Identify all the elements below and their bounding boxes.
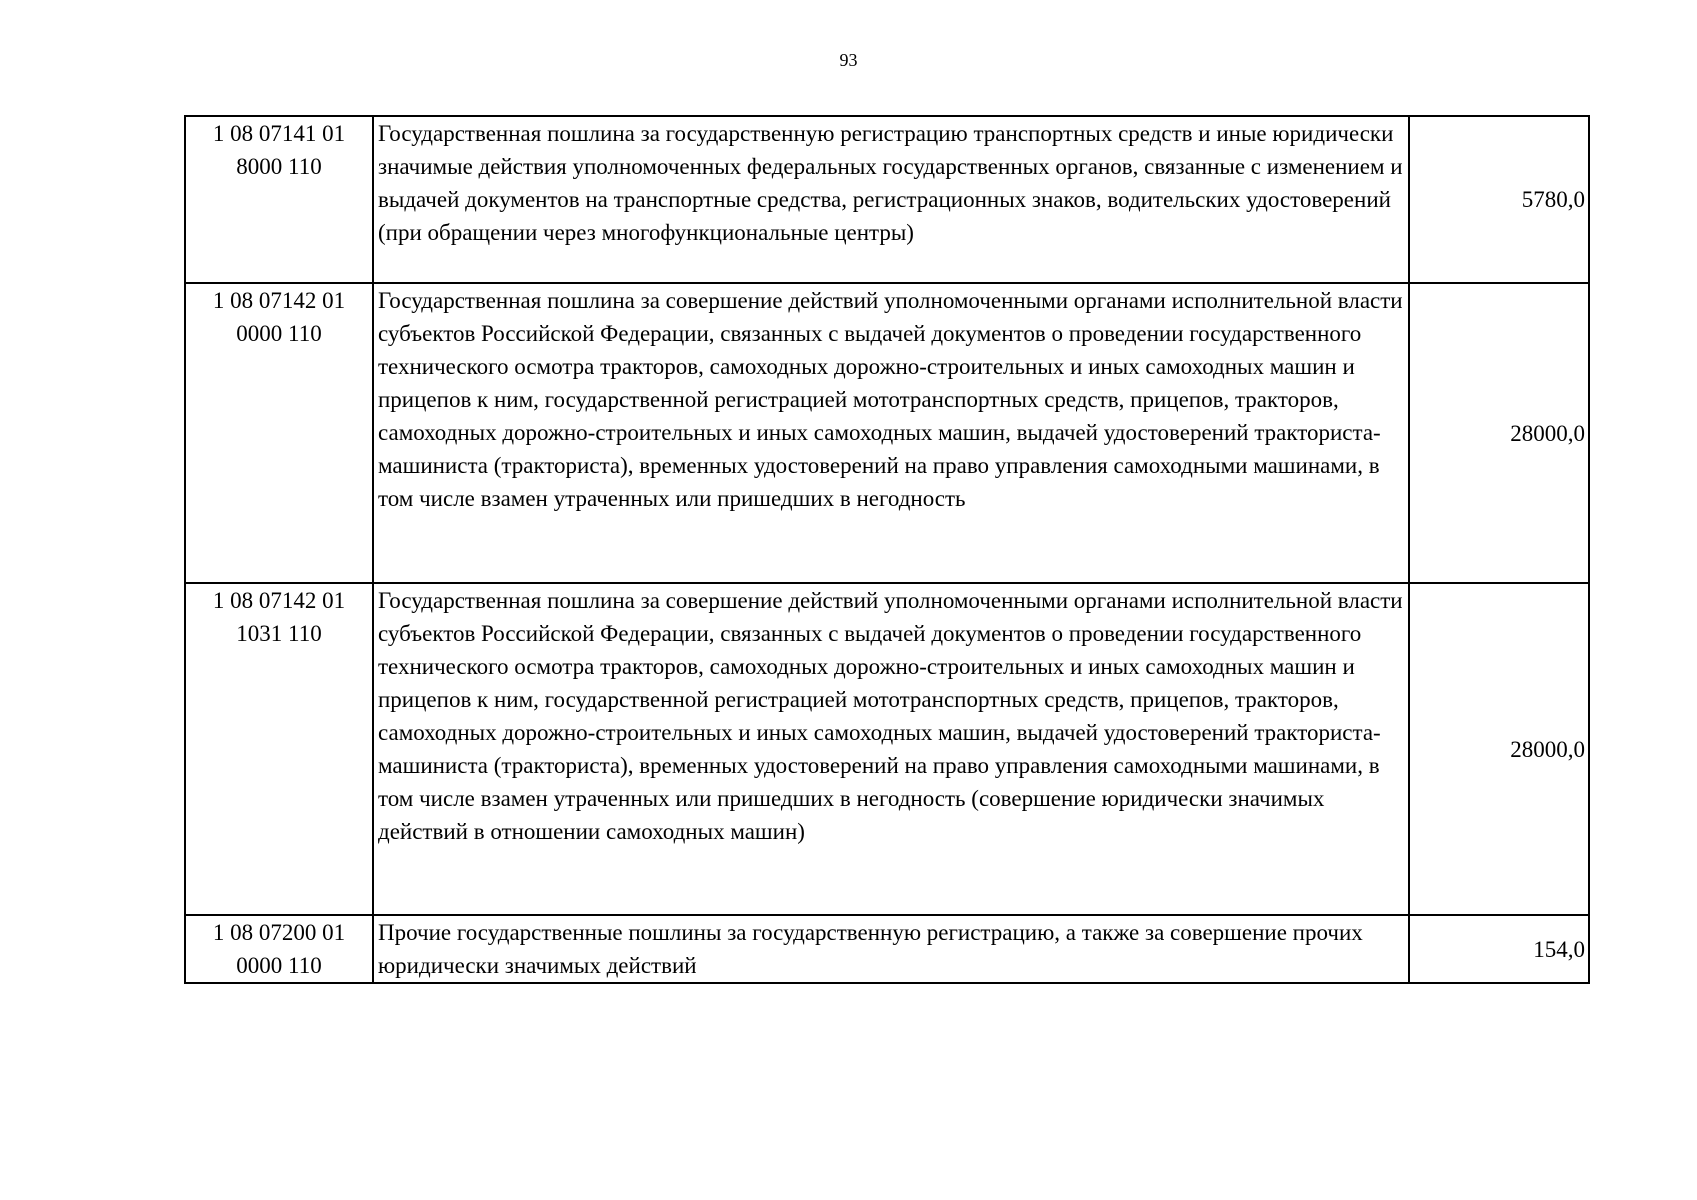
budget-code-line: 1 08 07142 01 xyxy=(212,288,346,313)
amount-cell: 28000,0 xyxy=(1409,583,1589,915)
amount-cell: 154,0 xyxy=(1409,915,1589,983)
budget-code-line: 0000 110 xyxy=(236,953,322,978)
description-cell: Государственная пошлина за совершение действий уполномоченными органами исполнительной власти субъектов Российской Федерации, связанных с выдачей документов о проведении государственного технического осмотра тракторов, самоходных дорожно-строительных и иных самоходных машин и прицепов к ним, государственной регистрацией мототранспортных средств, прицепов, тракторов, самоходных дорожно-строительных и иных самоходных машин, выдачей удостоверений тракториста-машиниста (тракториста), временных удостоверений на право управления самоходными машинами, в том числе взамен утраченных или пришедших в негодность xyxy=(373,283,1409,583)
budget-code-cell xyxy=(185,583,373,915)
table-row xyxy=(185,116,1589,283)
fee-table xyxy=(184,115,1590,984)
description-cell: Государственная пошлина за государственную регистрацию транспортных средств и иные юридически значимые действия уполномоченных федеральных государственных органов, связанные с изменением и выдачей документов на транспортные средства, регистрационных знаков, водительских удостоверений (при обращении через многофункциональные центры) xyxy=(373,116,1409,283)
description-cell: Прочие государственные пошлины за государственную регистрацию, а также за совершение прочих юридически значимых действий xyxy=(373,915,1409,983)
table-row xyxy=(185,583,1589,915)
budget-code-cell xyxy=(185,283,373,583)
amount-cell: 28000,0 xyxy=(1409,283,1589,583)
budget-code-line: 0000 110 xyxy=(236,321,322,346)
page-number: 93 xyxy=(839,50,858,70)
budget-code-line: 1 08 07141 01 xyxy=(212,121,346,146)
table-row xyxy=(185,283,1589,583)
budget-code-line: 1 08 07200 01 xyxy=(212,920,346,945)
amount-cell: 5780,0 xyxy=(1409,116,1589,283)
budget-code-cell xyxy=(185,915,373,983)
budget-code-line: 1 08 07142 01 xyxy=(212,588,346,613)
budget-code-line: 8000 110 xyxy=(236,154,322,179)
budget-code-cell xyxy=(185,116,373,283)
description-cell: Государственная пошлина за совершение действий уполномоченными органами исполнительной власти субъектов Российской Федерации, связанных с выдачей документов о проведении государственного технического осмотра тракторов, самоходных дорожно-строительных и иных самоходных машин и прицепов к ним, государственной регистрацией мототранспортных средств, прицепов, тракторов, самоходных дорожно-строительных и иных самоходных машин, выдачей удостоверений тракториста-машиниста (тракториста), временных удостоверений на право управления самоходными машинами, в том числе взамен утраченных или пришедших в негодность (совершение юридически значимых действий в отношении самоходных машин) xyxy=(373,583,1409,915)
table-row xyxy=(185,915,1589,983)
budget-code-line: 1031 110 xyxy=(236,621,322,646)
